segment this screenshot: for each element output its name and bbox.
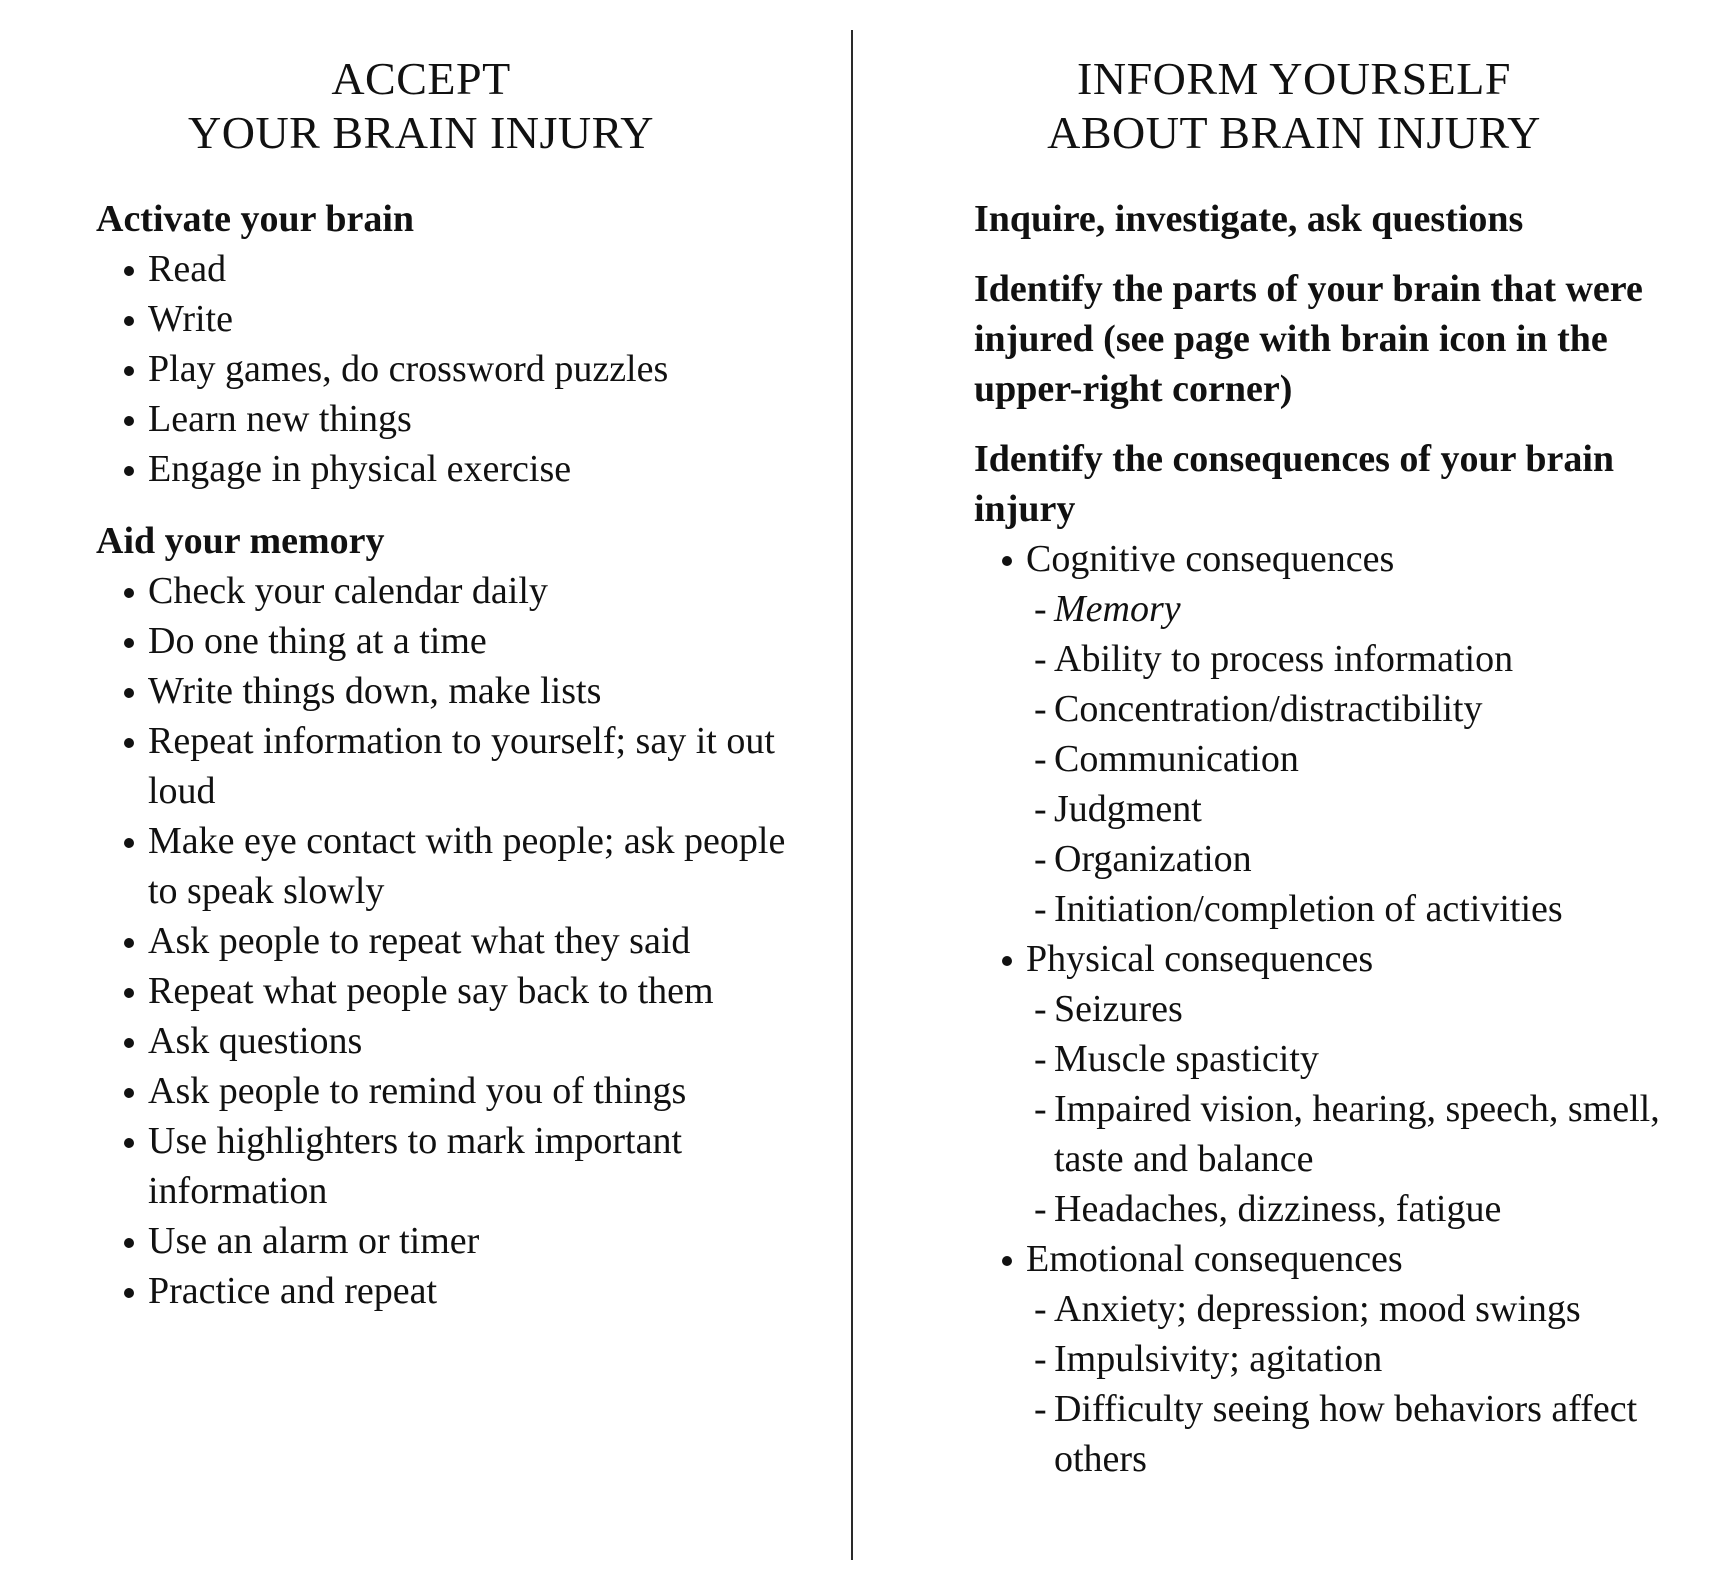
sub-item: [1034, 1384, 1674, 1484]
section-activate-brain: [96, 194, 806, 494]
left-heading-line1: ACCEPT: [331, 53, 511, 104]
section-title: Activate your brain: [96, 198, 415, 240]
sub-item: [1034, 1334, 1674, 1384]
sub-item: [1034, 834, 1674, 884]
sub-item-text: Impulsivity; agitation: [1054, 1338, 1383, 1380]
left-column: [96, 52, 806, 1338]
sub-item-text: Judgment: [1054, 788, 1202, 830]
sub-item-text: Muscle spasticity: [1054, 1038, 1319, 1080]
sub-item-text: Seizures: [1054, 988, 1183, 1030]
section-aid-memory: [96, 516, 806, 1316]
inquire-paragraph: Inquire, investigate, ask questions: [974, 198, 1524, 240]
section-title: Aid your memory: [96, 520, 385, 562]
bullet-list: [96, 566, 806, 1316]
list-item: Ask people to remind you of things: [124, 1066, 806, 1116]
sub-item: [1034, 984, 1674, 1034]
dash-glyph: -: [1034, 1338, 1047, 1380]
dash-glyph: -: [1034, 1038, 1047, 1080]
bullet-list: [96, 244, 806, 494]
sub-item: [1034, 1184, 1674, 1234]
sub-item-text: Concentration/distractibility: [1054, 688, 1483, 730]
consequence-list: [974, 534, 1674, 1484]
list-item: Read: [124, 244, 806, 294]
dash-glyph: -: [1034, 788, 1047, 830]
physical-consequences-item: [1002, 934, 1674, 1234]
list-item: Write things down, make lists: [124, 666, 806, 716]
sub-item: [1034, 684, 1674, 734]
list-item: Write: [124, 294, 806, 344]
list-item: Play games, do crossword puzzles: [124, 344, 806, 394]
sub-item-text: Ability to process information: [1054, 638, 1514, 680]
emotional-consequences-item: [1002, 1234, 1674, 1484]
list-item: Engage in physical exercise: [124, 444, 806, 494]
dash-glyph: -: [1034, 638, 1047, 680]
dash-glyph: -: [1034, 838, 1047, 880]
sub-item-text: Impaired vision, hearing, speech, smell, taste and balance: [1054, 1088, 1660, 1180]
sub-item: [1034, 1084, 1674, 1184]
list-item: Ask questions: [124, 1016, 806, 1066]
sub-item-text: Memory: [1054, 588, 1181, 630]
right-heading-line1: INFORM YOURSELF: [1077, 53, 1511, 104]
group-label: Cognitive consequences: [1026, 538, 1395, 580]
sub-item-text: Anxiety; depression; mood swings: [1054, 1288, 1581, 1330]
sub-list: [1026, 984, 1674, 1234]
list-item: Use an alarm or timer: [124, 1216, 806, 1266]
cognitive-consequences-item: [1002, 534, 1674, 934]
sub-item-text: Organization: [1054, 838, 1252, 880]
dash-glyph: -: [1034, 988, 1047, 1030]
sub-item: [1034, 884, 1674, 934]
list-item: Learn new things: [124, 394, 806, 444]
dash-glyph: -: [1034, 738, 1047, 780]
sub-item: [1034, 734, 1674, 784]
list-item: Do one thing at a time: [124, 616, 806, 666]
sub-item-text: Initiation/completion of activities: [1054, 888, 1563, 930]
dash-glyph: -: [1034, 888, 1047, 930]
sub-item: [1034, 1284, 1674, 1334]
sub-item-text: Communication: [1054, 738, 1299, 780]
list-item: Repeat information to yourself; say it out loud: [124, 716, 806, 816]
dash-glyph: -: [1034, 588, 1047, 630]
identify-parts-paragraph: Identify the parts of your brain that were injured (see page with brain icon in the upper-right corner): [974, 268, 1643, 410]
list-item: Ask people to repeat what they said: [124, 916, 806, 966]
sub-list: [1026, 1284, 1674, 1484]
left-heading: [96, 52, 746, 160]
list-item: Repeat what people say back to them: [124, 966, 806, 1016]
dash-glyph: -: [1034, 1188, 1047, 1230]
right-heading: [974, 52, 1614, 160]
sub-item: [1034, 584, 1674, 634]
sub-item: [1034, 1034, 1674, 1084]
list-item: Use highlighters to mark important information: [124, 1116, 806, 1216]
group-label: Physical consequences: [1026, 938, 1374, 980]
group-label: Emotional consequences: [1026, 1238, 1403, 1280]
column-divider: [851, 30, 853, 1560]
dash-glyph: -: [1034, 688, 1047, 730]
list-item: Make eye contact with people; ask people to speak slowly: [124, 816, 806, 916]
right-column: [974, 52, 1674, 1484]
sub-list: [1026, 584, 1674, 934]
sub-item-text: Difficulty seeing how behaviors affect others: [1054, 1388, 1638, 1480]
list-item: Check your calendar daily: [124, 566, 806, 616]
list-item: Practice and repeat: [124, 1266, 806, 1316]
dash-glyph: -: [1034, 1288, 1047, 1330]
sub-item: [1034, 634, 1674, 684]
right-heading-line2: ABOUT BRAIN INJURY: [1047, 107, 1541, 158]
left-heading-line2: YOUR BRAIN INJURY: [188, 107, 654, 158]
identify-consequences-paragraph: Identify the consequences of your brain injury: [974, 438, 1615, 530]
sub-item-text: Headaches, dizziness, fatigue: [1054, 1188, 1502, 1230]
dash-glyph: -: [1034, 1088, 1047, 1130]
sub-item: [1034, 784, 1674, 834]
dash-glyph: -: [1034, 1388, 1047, 1430]
